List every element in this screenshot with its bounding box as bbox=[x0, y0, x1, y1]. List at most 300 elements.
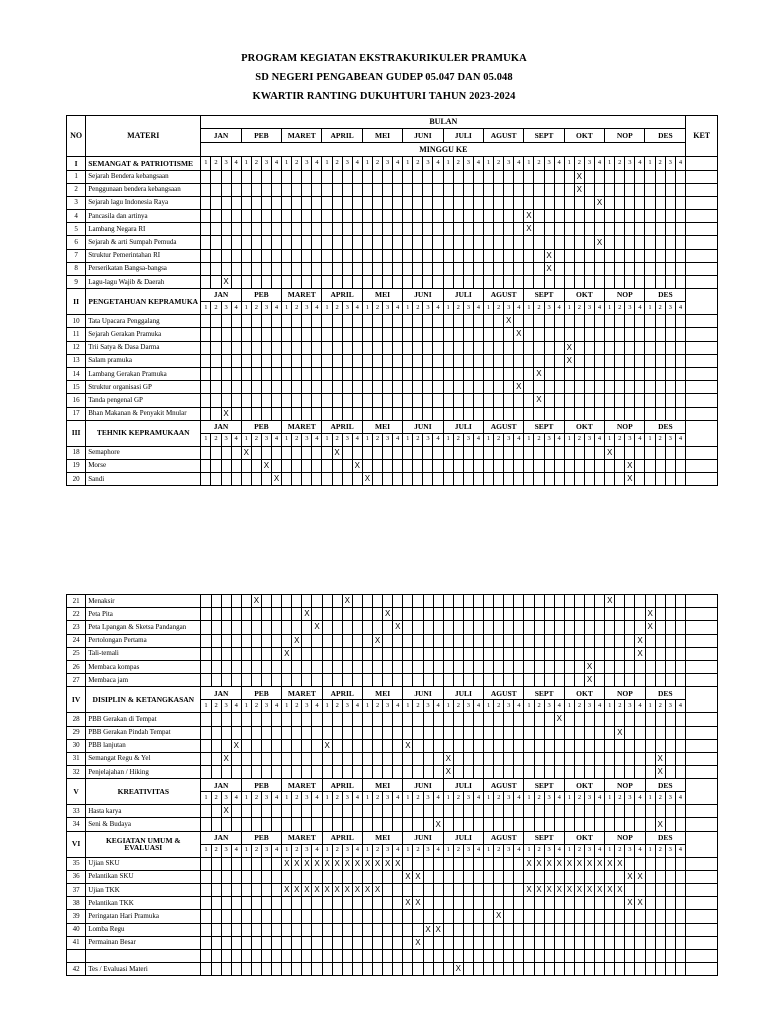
week-number: 3 bbox=[625, 157, 635, 171]
schedule-cell bbox=[251, 170, 261, 183]
schedule-cell bbox=[615, 739, 625, 752]
schedule-cell bbox=[494, 328, 504, 341]
month-label: MEI bbox=[362, 779, 402, 792]
schedule-cell bbox=[352, 367, 362, 380]
row-number: 19 bbox=[67, 459, 86, 472]
schedule-cell bbox=[584, 315, 594, 328]
schedule-cell bbox=[261, 236, 271, 249]
schedule-cell bbox=[605, 394, 615, 407]
schedule-cell bbox=[484, 923, 494, 936]
schedule-cell bbox=[282, 367, 292, 380]
week-number: 2 bbox=[655, 157, 665, 171]
schedule-cell bbox=[282, 923, 292, 936]
header-row-bulan bbox=[67, 116, 718, 129]
week-number: 1 bbox=[322, 844, 332, 857]
schedule-cell bbox=[494, 315, 504, 328]
schedule-mark: X bbox=[625, 897, 635, 910]
week-number: 2 bbox=[615, 157, 625, 171]
week-number: 1 bbox=[362, 433, 372, 446]
schedule-cell bbox=[494, 766, 504, 779]
schedule-cell bbox=[423, 196, 433, 209]
schedule-cell bbox=[463, 726, 473, 739]
schedule-cell bbox=[251, 223, 261, 236]
schedule-cell bbox=[675, 674, 685, 687]
schedule-cell bbox=[504, 870, 514, 883]
schedule-cell bbox=[635, 196, 645, 209]
schedule-cell bbox=[423, 367, 433, 380]
schedule-cell bbox=[594, 459, 604, 472]
week-number: 3 bbox=[585, 844, 595, 857]
schedule-cell bbox=[312, 766, 322, 779]
schedule-cell bbox=[554, 766, 564, 779]
schedule-cell bbox=[373, 726, 383, 739]
schedule-cell bbox=[473, 196, 483, 209]
schedule-cell bbox=[544, 949, 554, 962]
month-label: PEB bbox=[241, 289, 281, 302]
schedule-cell bbox=[403, 262, 413, 275]
schedule-cell bbox=[635, 328, 645, 341]
week-number: 3 bbox=[423, 433, 433, 446]
schedule-cell bbox=[352, 341, 362, 354]
schedule-cell bbox=[302, 328, 312, 341]
schedule-cell bbox=[463, 897, 473, 910]
schedule-cell bbox=[362, 634, 372, 647]
schedule-cell bbox=[373, 936, 383, 949]
schedule-cell bbox=[524, 328, 534, 341]
schedule-cell bbox=[383, 276, 393, 289]
ket-cell bbox=[686, 170, 718, 183]
schedule-cell bbox=[665, 381, 675, 394]
month-label: JAN bbox=[201, 779, 241, 792]
schedule-cell bbox=[332, 341, 342, 354]
schedule-cell bbox=[332, 473, 342, 486]
schedule-cell bbox=[635, 936, 645, 949]
schedule-cell bbox=[584, 341, 594, 354]
materi-label: Penggunaan bendera kebangsaan bbox=[86, 183, 201, 196]
schedule-cell bbox=[322, 595, 332, 608]
schedule-cell bbox=[595, 897, 605, 910]
schedule-cell bbox=[524, 936, 534, 949]
schedule-mark: X bbox=[433, 818, 443, 831]
week-number: 2 bbox=[332, 700, 342, 713]
schedule-cell bbox=[201, 674, 211, 687]
schedule-cell bbox=[544, 354, 554, 367]
schedule-cell bbox=[463, 647, 473, 660]
schedule-cell bbox=[352, 752, 362, 765]
schedule-cell bbox=[645, 805, 655, 818]
schedule-cell bbox=[282, 394, 292, 407]
schedule-cell bbox=[534, 713, 544, 726]
schedule-cell bbox=[534, 963, 544, 976]
schedule-cell bbox=[534, 459, 544, 472]
week-number: 3 bbox=[423, 302, 433, 315]
schedule-cell bbox=[615, 196, 625, 209]
schedule-cell bbox=[483, 473, 493, 486]
materi-label: Pelantikan TKK bbox=[86, 897, 201, 910]
schedule-cell bbox=[544, 739, 554, 752]
week-number: 1 bbox=[524, 844, 534, 857]
week-number: 4 bbox=[514, 700, 524, 713]
schedule-cell bbox=[625, 674, 635, 687]
schedule-cell bbox=[352, 276, 362, 289]
ket-cell bbox=[686, 394, 718, 407]
month-label: PEB bbox=[241, 420, 281, 433]
materi-label: Semangat Regu & Yel bbox=[86, 752, 201, 765]
schedule-cell bbox=[403, 660, 413, 673]
schedule-cell bbox=[494, 446, 504, 459]
schedule-cell bbox=[635, 446, 645, 459]
schedule-cell bbox=[332, 726, 342, 739]
schedule-mark: X bbox=[393, 621, 403, 634]
week-number: 2 bbox=[494, 792, 504, 805]
schedule-cell bbox=[201, 196, 211, 209]
schedule-cell bbox=[383, 473, 393, 486]
schedule-cell bbox=[302, 183, 312, 196]
week-number: 1 bbox=[362, 844, 372, 857]
schedule-cell bbox=[675, 183, 686, 196]
schedule-cell bbox=[322, 328, 332, 341]
row-number: 29 bbox=[67, 726, 86, 739]
schedule-cell bbox=[544, 183, 554, 196]
schedule-cell bbox=[615, 315, 625, 328]
schedule-cell bbox=[423, 354, 433, 367]
ket-cell bbox=[685, 660, 717, 673]
schedule-cell bbox=[494, 647, 504, 660]
schedule-cell bbox=[372, 341, 382, 354]
week-number: 2 bbox=[211, 700, 221, 713]
schedule-cell bbox=[645, 766, 655, 779]
schedule-cell bbox=[251, 923, 261, 936]
schedule-cell bbox=[393, 196, 403, 209]
schedule-cell bbox=[221, 674, 231, 687]
schedule-cell bbox=[473, 766, 483, 779]
schedule-cell bbox=[201, 608, 211, 621]
week-number: 3 bbox=[544, 792, 554, 805]
schedule-cell bbox=[665, 647, 675, 660]
schedule-cell bbox=[211, 394, 221, 407]
schedule-cell bbox=[594, 394, 604, 407]
schedule-cell bbox=[312, 459, 322, 472]
schedule-cell bbox=[584, 407, 594, 420]
schedule-cell bbox=[352, 196, 362, 209]
schedule-cell bbox=[453, 407, 463, 420]
schedule-cell bbox=[282, 963, 292, 976]
schedule-cell bbox=[554, 367, 564, 380]
schedule-cell bbox=[615, 647, 625, 660]
schedule-cell bbox=[554, 595, 564, 608]
schedule-cell bbox=[413, 367, 423, 380]
schedule-cell bbox=[251, 473, 261, 486]
schedule-cell bbox=[312, 223, 322, 236]
schedule-cell bbox=[221, 446, 231, 459]
month-label: MARET bbox=[282, 687, 322, 700]
ket-cell bbox=[685, 831, 717, 857]
week-number: 4 bbox=[594, 302, 604, 315]
week-number: 1 bbox=[201, 157, 211, 171]
schedule-cell bbox=[554, 608, 564, 621]
schedule-cell bbox=[332, 805, 342, 818]
schedule-cell bbox=[443, 897, 453, 910]
schedule-cell bbox=[221, 910, 231, 923]
schedule-cell bbox=[443, 249, 453, 262]
schedule-cell bbox=[312, 910, 322, 923]
schedule-cell bbox=[554, 183, 564, 196]
schedule-cell bbox=[524, 262, 534, 275]
schedule-cell bbox=[342, 647, 352, 660]
schedule-cell bbox=[514, 183, 524, 196]
month-label: SEPT bbox=[524, 779, 564, 792]
schedule-cell bbox=[271, 236, 281, 249]
schedule-cell bbox=[433, 276, 443, 289]
schedule-cell bbox=[544, 196, 554, 209]
week-number: 4 bbox=[675, 700, 685, 713]
schedule-cell bbox=[403, 276, 413, 289]
schedule-cell bbox=[362, 328, 372, 341]
schedule-cell bbox=[675, 739, 685, 752]
schedule-cell bbox=[635, 857, 645, 870]
schedule-cell bbox=[554, 621, 564, 634]
schedule-cell bbox=[665, 739, 675, 752]
week-number: 4 bbox=[352, 700, 362, 713]
schedule-cell bbox=[625, 884, 635, 897]
schedule-cell bbox=[282, 674, 292, 687]
schedule-cell bbox=[595, 818, 605, 831]
schedule-mark: X bbox=[312, 884, 322, 897]
schedule-cell bbox=[544, 963, 554, 976]
schedule-cell bbox=[585, 963, 595, 976]
schedule-cell bbox=[352, 713, 362, 726]
schedule-cell bbox=[463, 354, 473, 367]
week-number: 4 bbox=[433, 700, 443, 713]
schedule-mark: X bbox=[292, 634, 302, 647]
schedule-cell bbox=[524, 381, 534, 394]
schedule-cell bbox=[473, 674, 483, 687]
schedule-cell bbox=[554, 407, 564, 420]
schedule-cell bbox=[423, 276, 433, 289]
week-number: 4 bbox=[514, 433, 524, 446]
schedule-cell bbox=[262, 766, 272, 779]
schedule-cell bbox=[342, 276, 352, 289]
schedule-cell bbox=[312, 367, 322, 380]
schedule-cell bbox=[494, 262, 504, 275]
schedule-cell bbox=[211, 262, 221, 275]
week-number: 1 bbox=[443, 700, 453, 713]
schedule-cell bbox=[504, 936, 514, 949]
schedule-cell bbox=[231, 595, 241, 608]
schedule-cell bbox=[484, 805, 494, 818]
week-number: 4 bbox=[352, 844, 362, 857]
week-number: 1 bbox=[645, 302, 655, 315]
schedule-cell bbox=[554, 249, 564, 262]
week-number: 4 bbox=[635, 157, 645, 171]
schedule-cell bbox=[574, 354, 584, 367]
schedule-cell bbox=[554, 818, 564, 831]
schedule-cell bbox=[201, 634, 211, 647]
schedule-cell bbox=[231, 446, 241, 459]
schedule-cell bbox=[413, 608, 423, 621]
row-number: 14 bbox=[67, 367, 86, 380]
schedule-cell bbox=[544, 910, 554, 923]
schedule-cell bbox=[272, 621, 282, 634]
schedule-cell bbox=[231, 315, 241, 328]
schedule-cell bbox=[302, 739, 312, 752]
schedule-mark: X bbox=[585, 660, 595, 673]
schedule-mark: X bbox=[332, 857, 342, 870]
schedule-cell bbox=[665, 621, 675, 634]
schedule-cell bbox=[554, 446, 564, 459]
week-number: 2 bbox=[615, 302, 625, 315]
schedule-cell bbox=[403, 936, 413, 949]
schedule-cell bbox=[463, 660, 473, 673]
schedule-cell bbox=[403, 752, 413, 765]
schedule-cell bbox=[433, 897, 443, 910]
schedule-cell bbox=[483, 394, 493, 407]
row-number: 5 bbox=[67, 223, 86, 236]
schedule-cell bbox=[564, 262, 574, 275]
materi-label: PBB Gerakan Pindah Tempat bbox=[86, 726, 201, 739]
week-number: 1 bbox=[403, 157, 413, 171]
schedule-cell bbox=[625, 183, 635, 196]
schedule-cell bbox=[423, 210, 433, 223]
schedule-cell bbox=[484, 963, 494, 976]
schedule-cell bbox=[403, 315, 413, 328]
schedule-cell bbox=[554, 910, 564, 923]
schedule-cell bbox=[413, 634, 423, 647]
week-number: 3 bbox=[342, 157, 352, 171]
schedule-cell bbox=[595, 936, 605, 949]
schedule-cell bbox=[574, 818, 584, 831]
schedule-cell bbox=[473, 595, 483, 608]
ket-cell bbox=[685, 936, 717, 949]
schedule-cell bbox=[463, 870, 473, 883]
schedule-cell bbox=[393, 328, 403, 341]
schedule-cell bbox=[473, 857, 483, 870]
schedule-mark: X bbox=[534, 857, 544, 870]
schedule-cell bbox=[201, 884, 211, 897]
schedule-cell bbox=[292, 949, 302, 962]
schedule-cell bbox=[473, 884, 483, 897]
month-label: SEPT bbox=[524, 289, 564, 302]
schedule-cell bbox=[453, 249, 463, 262]
schedule-cell bbox=[403, 459, 413, 472]
month-label: DES bbox=[645, 831, 685, 844]
schedule-cell bbox=[433, 936, 443, 949]
schedule-cell bbox=[403, 818, 413, 831]
schedule-cell bbox=[453, 236, 463, 249]
schedule-cell bbox=[383, 752, 393, 765]
schedule-cell bbox=[453, 394, 463, 407]
schedule-cell bbox=[484, 818, 494, 831]
schedule-cell bbox=[362, 713, 372, 726]
schedule-cell bbox=[332, 870, 342, 883]
schedule-cell bbox=[453, 262, 463, 275]
week-number: 1 bbox=[564, 844, 574, 857]
schedule-cell bbox=[504, 884, 514, 897]
schedule-cell bbox=[282, 223, 292, 236]
schedule-cell bbox=[584, 196, 594, 209]
table-row bbox=[67, 394, 718, 407]
schedule-cell bbox=[272, 674, 282, 687]
schedule-cell bbox=[514, 210, 524, 223]
week-number: 2 bbox=[211, 433, 221, 446]
materi-label: Menaksir bbox=[86, 595, 201, 608]
schedule-cell bbox=[544, 341, 554, 354]
schedule-cell bbox=[282, 354, 292, 367]
schedule-cell bbox=[403, 647, 413, 660]
header-minggu-ke: MINGGU KE bbox=[201, 143, 686, 157]
materi-label: Struktur organisasi GP bbox=[86, 381, 201, 394]
schedule-cell bbox=[483, 196, 493, 209]
schedule-cell bbox=[241, 621, 251, 634]
schedule-cell bbox=[312, 963, 322, 976]
schedule-cell bbox=[473, 354, 483, 367]
schedule-cell bbox=[655, 884, 665, 897]
schedule-cell bbox=[201, 713, 211, 726]
materi-label: Pertolongan Pertama bbox=[86, 634, 201, 647]
schedule-cell bbox=[322, 367, 332, 380]
schedule-cell bbox=[605, 341, 615, 354]
schedule-cell bbox=[463, 621, 473, 634]
schedule-cell bbox=[221, 170, 231, 183]
schedule-cell bbox=[312, 752, 322, 765]
schedule-cell bbox=[453, 857, 463, 870]
schedule-cell bbox=[665, 660, 675, 673]
schedule-cell bbox=[544, 870, 554, 883]
schedule-cell bbox=[372, 407, 382, 420]
materi-label: PBB lanjutan bbox=[86, 739, 201, 752]
header-bulan: BULAN bbox=[201, 116, 686, 129]
schedule-mark: X bbox=[574, 857, 584, 870]
schedule-cell bbox=[282, 595, 292, 608]
schedule-cell bbox=[352, 818, 362, 831]
schedule-cell bbox=[473, 276, 483, 289]
schedule-cell bbox=[554, 328, 564, 341]
schedule-cell bbox=[211, 196, 221, 209]
schedule-cell bbox=[625, 394, 635, 407]
schedule-cell bbox=[413, 910, 423, 923]
schedule-cell bbox=[211, 183, 221, 196]
schedule-cell bbox=[584, 276, 594, 289]
schedule-cell bbox=[211, 459, 221, 472]
schedule-cell bbox=[231, 752, 241, 765]
schedule-cell bbox=[332, 739, 342, 752]
schedule-cell bbox=[504, 595, 514, 608]
row-number: 42 bbox=[67, 963, 86, 976]
schedule-cell bbox=[443, 223, 453, 236]
schedule-cell bbox=[292, 595, 302, 608]
schedule-cell bbox=[372, 394, 382, 407]
week-number: 1 bbox=[403, 700, 413, 713]
schedule-cell bbox=[302, 897, 312, 910]
schedule-cell bbox=[625, 949, 635, 962]
schedule-cell bbox=[635, 381, 645, 394]
schedule-cell bbox=[231, 328, 241, 341]
schedule-cell bbox=[433, 367, 443, 380]
schedule-cell bbox=[241, 262, 251, 275]
schedule-cell bbox=[383, 328, 393, 341]
schedule-cell bbox=[574, 367, 584, 380]
schedule-cell bbox=[484, 897, 494, 910]
schedule-cell bbox=[645, 857, 655, 870]
schedule-cell bbox=[574, 766, 584, 779]
schedule-cell bbox=[584, 459, 594, 472]
schedule-cell bbox=[645, 884, 655, 897]
schedule-cell bbox=[271, 210, 281, 223]
schedule-cell bbox=[433, 910, 443, 923]
schedule-cell bbox=[574, 381, 584, 394]
week-number: 3 bbox=[504, 157, 514, 171]
schedule-cell bbox=[615, 276, 625, 289]
